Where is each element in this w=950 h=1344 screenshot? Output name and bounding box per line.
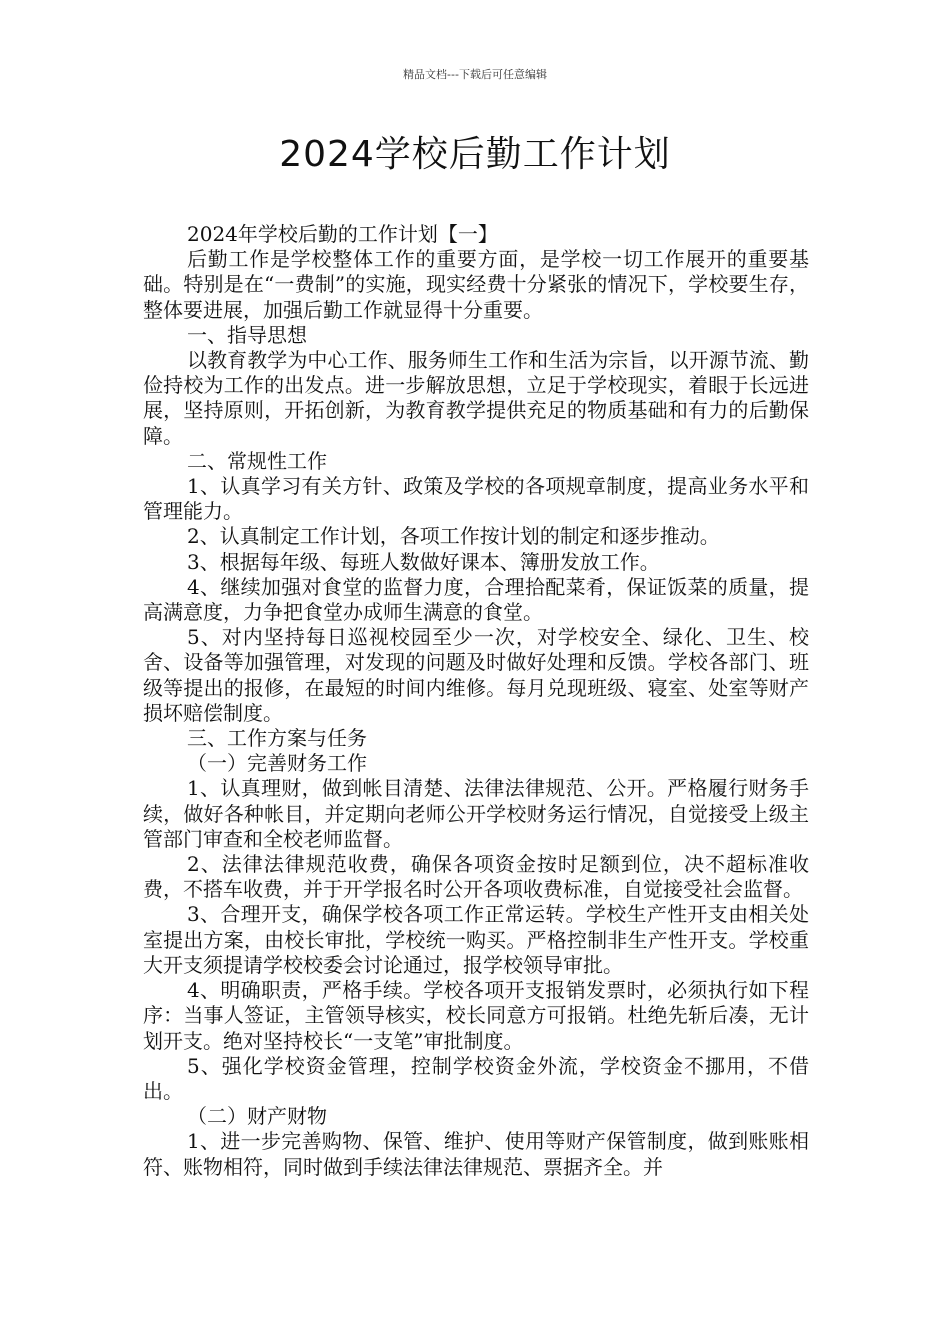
section-heading: 三、工作方案与任务 bbox=[187, 726, 367, 751]
document-body bbox=[143, 222, 809, 1180]
subsection-heading: （二）财产财物 bbox=[187, 1104, 327, 1129]
document-title: 2024学校后勤工作计划 bbox=[279, 134, 671, 175]
list-item: 1、认真理财，做到帐目清楚、法律法律规范、公开。严格履行财务手续，做好各种帐目，并定期向老师公开学校财务运行情况，自觉接受上级主管部门审查和全校老师监督。 bbox=[143, 776, 809, 851]
list-item: 2、认真制定工作计划，各项工作按计划的制定和逐步推动。 bbox=[187, 524, 720, 549]
paragraph: 以教育教学为中心工作、服务师生工作和生活为宗旨，以开源节流、勤俭持校为工作的出发点。进一步解放思想，立足于学校现实，着眼于长远进展，坚持原则，开拓创新，为教育教学提供充足的物质基础和有力的后勤保障。 bbox=[143, 348, 809, 448]
list-item: 1、进一步完善购物、保管、维护、使用等财产保管制度，做到账账相符、账物相符，同时做到手续法律法律规范、票据齐全。并 bbox=[143, 1129, 809, 1179]
paragraph: 后勤工作是学校整体工作的重要方面，是学校一切工作展开的重要基础。特别是在“一费制”的实施，现实经费十分紧张的情况下，学校要生存，整体要进展，加强后勤工作就显得十分重要。 bbox=[143, 247, 809, 322]
paragraph: 2024年学校后勤的工作计划【一】 bbox=[187, 222, 498, 246]
list-item: 5、强化学校资金管理，控制学校资金外流，学校资金不挪用，不借出。 bbox=[143, 1053, 809, 1103]
subsection-heading: （一）完善财务工作 bbox=[187, 751, 367, 776]
list-item: 1、认真学习有关方针、政策及学校的各项规章制度，提高业务水平和管理能力。 bbox=[143, 474, 809, 524]
list-item: 3、合理开支，确保学校各项工作正常运转。学校生产性开支由相关处室提出方案，由校长审批，学校统一购买。严格控制非生产性开支。学校重大开支须提请学校校委会讨论通过，报学校领导审批。 bbox=[143, 902, 809, 977]
section-heading: 二、常规性工作 bbox=[187, 448, 327, 473]
list-item: 3、根据每年级、每班人数做好课本、簿册发放工作。 bbox=[187, 549, 660, 574]
list-item: 4、明确职责，严格手续。学校各项开支报销发票时，必须执行如下程序：当事人签证，主管领导核实，校长同意方可报销。杜绝先斩后凑，无计划开支。绝对坚持校长“一支笔”审批制度。 bbox=[143, 978, 809, 1053]
list-item: 2、法律法律规范收费，确保各项资金按时足额到位，决不超标准收费，不搭车收费，并于开学报名时公开各项收费标准，自觉接受社会监督。 bbox=[143, 852, 809, 902]
section-heading: 一、指导思想 bbox=[187, 322, 307, 347]
list-item: 5、对内坚持每日巡视校园至少一次，对学校安全、绿化、卫生、校舍、设备等加强管理，对发现的问题及时做好处理和反馈。学校各部门、班级等提出的报修，在最短的时间内维修。每月兑现班级、寝室、处室等财产损坏赔偿制度。 bbox=[143, 625, 809, 725]
list-item: 4、继续加强对食堂的监督力度，合理拾配菜肴，保证饭菜的质量，提高满意度，力争把食堂办成师生满意的食堂。 bbox=[143, 574, 809, 625]
page-header-note: 精品文档---下载后可任意编辑 bbox=[403, 68, 547, 81]
